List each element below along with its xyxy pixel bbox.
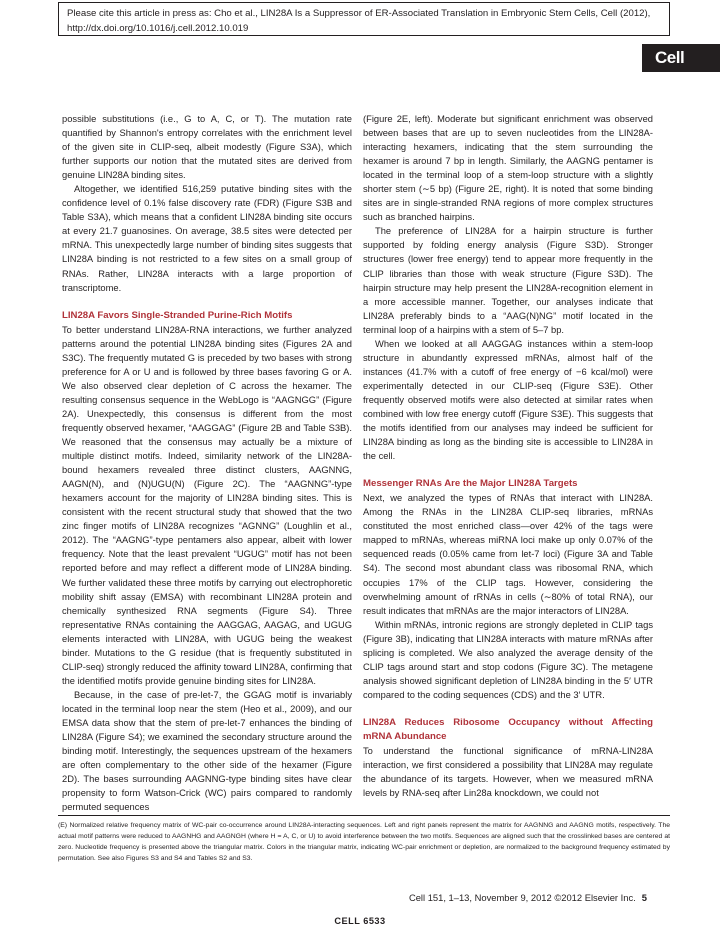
cell-manuscript-number: CELL 6533 xyxy=(334,916,386,926)
body-paragraph: Next, we analyzed the types of RNAs that interact with LIN28A. Among the RNAs in the LIN28A CLIP-seq libraries, mRNAs constituted the most enriched class—over 42% of the tags were mapped to mRNAs, whereas miRNA loci make up only 0.07% of the sequenced reads (0.05% came from let-7 loci) (Figure 3A and Table S4). The second most abundant class was ribosomal RNA, which occupies 17% of the CLIP tags. However, considering the overwhelming amount of rRNAs in cells (∼80% of total RNA), our result indicates that mRNAs are the major interactors of LIN28A. xyxy=(363,493,653,616)
body-paragraph: The preference of LIN28A for a hairpin structure is further supported by folding energy analysis (Figure S3D). Stronger structures (lower free energy) tend to appear more frequently in the CLIP libraries than those with weak structure (Figure S3D). The hairpin structure may help present the LIN28A-recognition element in a more accessible manner. Together, our analyses indicate that LIN28A preferably binds to a “AAG(N)NG” motif located in the terminal loop of a hairpins with a stem of 5–7 bp. xyxy=(363,226,653,335)
section-heading: LIN28A Favors Single-Stranded Purine-Rich Motifs xyxy=(62,309,293,321)
body-paragraph: Altogether, we identified 516,259 putative binding sites with the confidence level of 0.1% false discovery rate (FDR) (Figure S3B and Table S3A), which means that a confident LIN28A binding site occurs at every 21.7 guanosines. On average, 38.5 sites were detected per mRNA. This unexpectedly large number of binding sites suggests that LIN28A binding is not restricted to a few sites on a small group of RNAs. Rather, LIN28A interacts with a large proportion of transcriptome. xyxy=(62,184,352,293)
left-text-column xyxy=(62,112,352,814)
body-paragraph: Within mRNAs, intronic regions are strongly depleted in CLIP tags (Figure 3B), indicating that LIN28A interacts with mature mRNAs after splicing is completed. We also analyzed the average density of the CLIP tags around start and stop codons (Figure 3C). The metagene analysis showed significant depletion of LIN28A binding in the 5′ UTR compared to the coding sequences (CDS) and the 3′ UTR. xyxy=(363,619,653,700)
body-paragraph: When we looked at all AAGGAG instances within a stem-loop structure in abundantly expressed mRNAs, almost half of the instances (41.7% with a cutoff of free energy of −6 kcal/mol) were experimentally detected in our CLIP-seq (Figure S3E). Other frequently observed motifs were also detected at similar rates when combined with low free energy cutoff (Figure S3E). This suggests that the motifs identified from our analyses may indeed be sufficient for LIN28A binding as long as the binding site is accessible to LIN28A in the cell. xyxy=(363,338,653,462)
section-gap xyxy=(363,702,653,716)
body-paragraph: To understand the functional significance of mRNA-LIN28A interaction, we first considered a possibility that LIN28A may regulate the abundance of its targets. However, when we measured mRNA levels by RNA-seq after Lin28a knockdown, we could not xyxy=(363,746,653,799)
journal-logo: Cell xyxy=(642,44,720,72)
page-footer xyxy=(409,892,647,903)
body-paragraph: (Figure 2E, left). Moderate but significant enrichment was observed between bases that are up to seven nucleotides from the LIN28A-interacting hexamers, indicating that the stem surrounding the hexamer is around 7 bp in length. Similarly, the AAGNG pentamer is located in the terminal loop of a stem-loop structure with a slightly shorter stem (∼5 bp) (Figure 2E, right). It is noted that some binding sites are in single-stranded RNA regions of more complex structures such as branched hairpins. xyxy=(363,114,653,223)
page-number: 5 xyxy=(641,892,647,903)
body-paragraph: possible substitutions (i.e., G to A, C, or T). The mutation rate quantified by Shannon's entropy correlates with the enrichment level of the given site in CLIP-seq, albeit modestly (Figure S3A), which further supports our notion that the mutated sites are derived from genuine LIN28A binding sites. xyxy=(62,114,352,181)
body-paragraph: Because, in the case of pre-let-7, the GGAG motif is invariably located in the terminal loop near the stem (Heo et al., 2009), and our EMSA data show that the stem of pre-let-7 enhances the binding of LIN28A (Figure S4); we examined the secondary structure around the binding motif. Interestingly, the sequences upstream of the hexamers are often complementary to the other side of the hexamer (Figure 2D). The bases surrounding AAGNNG-type binding sites have clear propensity to form Watson-Crick (WC) pairs compared to randomly permuted sequences xyxy=(62,689,352,813)
section-gap xyxy=(363,463,653,477)
figure-legend-footnote: (E) Normalized relative frequency matrix of WC-pair co-occurrence around LIN28A-interacting sequences. Left and right panels represent the matrix for AAGNNG and AAGNG motifs, respectively. The actual motif patterns were reduced to AAGNHG and AAGNGH (where H = A, C, or U) to avoid interference between the two motifs. Sequences are aligned such that the crosslinked bases are centered at zero. Nucleotide frequency is presented above the triangular matrix. Colors in the triangular matrix, indicating WC-pair enrichment or depletion, are normalized to the background frequency estimated by permutation. See also Figures S3 and S4 and Tables S2 and S3. xyxy=(58,815,670,864)
section-heading: Messenger RNAs Are the Major LIN28A Targets xyxy=(363,478,578,490)
right-text-column xyxy=(363,112,653,800)
citation-notice-box xyxy=(58,2,670,36)
section-gap xyxy=(62,295,352,309)
journal-citation: Cell 151, 1–13, November 9, 2012 ©2012 Elsevier Inc. xyxy=(408,892,636,903)
section-heading: LIN28A Reduces Ribosome Occupancy without Affecting mRNA Abundance xyxy=(363,716,653,742)
citation-notice-line-1: Please cite this article in press as: Cho et al., LIN28A Is a Suppressor of ER-Associated Translation in Embryonic Stem Cells, Cell (2012), xyxy=(67,8,651,19)
body-paragraph: To better understand LIN28A-RNA interactions, we further analyzed patterns around the potential LIN28A binding sites (Figures 2A and S3C). The frequently mutated G is preceded by two bases with strong preference for A or U and is followed by three bases favoring G or A. We also observed clear depletion of C across the hexamer. The resulting consensus sequence in the WebLogo is “AAGNGG” (Figure 2A). Unexpectedly, this consensus is different from the most frequently observed hexamer, “AAGGAG” (Figure 2B and Table S3B). We reasoned that the consensus may actually be a mixture of multiple distinct motifs. Indeed, similarity network of the LIN28A-bound hexamers revealed three distinct clusters, AAGNNG, AAGN(N), and (N)UGU(N) (Figure 2C). The “AAGNNG”-type hexamers account for the majority of LIN28A binding sites. This is consistent with the recent structural study that showed that the two zinc finger motifs of LIN28A recognizes “AGNNG” (Loughlin et al., 2012). The “AAGNG”-type pentamers also appear, albeit with lower frequency. Note that the least prevalent “UGUG” motif has not been reported before and may reflect a different mode of LIN28A binding. We further validated these three motifs by carrying out electrophoretic mobility shift assay (EMSA) with recombinant LIN28A protein and chemically synthesized RNA segments (Figure S4). Three representative RNAs containing the AAGGAG, AAGAG, and UGUG elements interacted with LIN28A, with UGUG being the weakest binder. Mutations to the G residue (that is frequently substituted in CLIP-seq) strongly reduced the affinity toward LIN28A, confirming that the identified motifs provide genuine binding sites for LIN28A. xyxy=(62,324,352,686)
citation-notice-doi-link[interactable]: http://dx.doi.org/10.1016/j.cell.2012.10.019 xyxy=(67,23,249,34)
